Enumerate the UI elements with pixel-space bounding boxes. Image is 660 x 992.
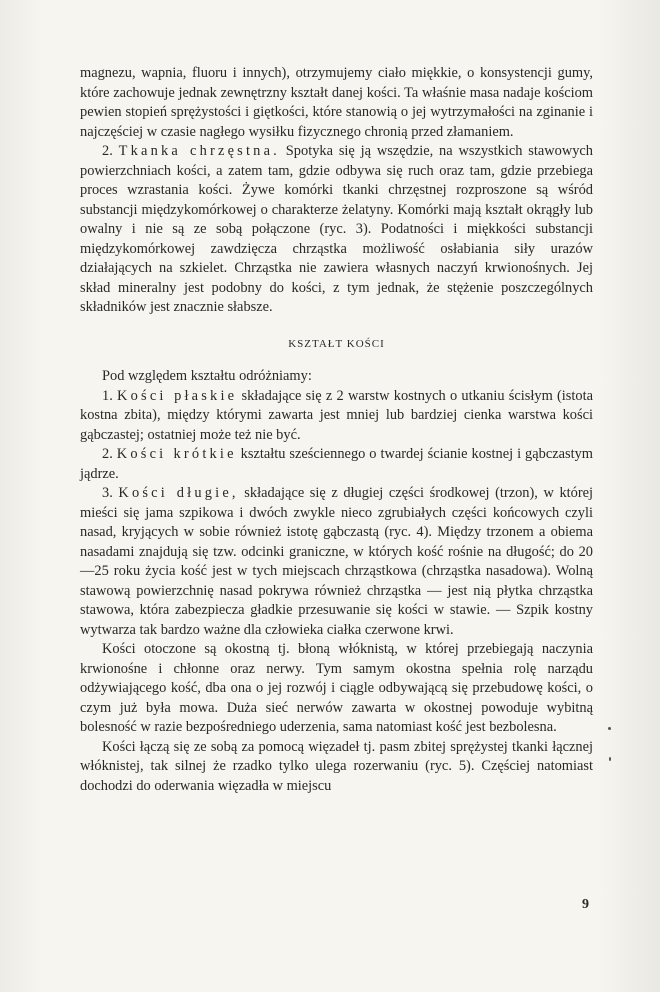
flat-bones-text: składające się z 2 warstw kostnych o utkaniu ścisłym (istota kostna zbita), między którymi zawarta jest mniej lub bardziej cienka warstwa kości gąbczastej; ostatniej może też nie być. bbox=[80, 387, 593, 443]
paragraph-periosteum: Kości otoczone są okostną tj. błoną włóknistą, w której przebiegają naczynia krwionośne i chłonne oraz nerwy. Tym samym okostna spełnia rolę narządu odżywiającego kość, dba ona o jej rozwój i ciągle odbywającą się przebudowę kości, o czym już była mowa. Duża sieć nerwów zawarta w okostnej powoduje wybitną bolesność w razie bezpośredniego uderzenia, sama natomiast kość jest bezbolesna. bbox=[80, 641, 593, 735]
cartilage-text: Spotyka się ją wszędzie, na wszystkich stawowych powierzchniach kości, a zatem tam, gdzie odbywa się ruch oraz tam, gdzie przebiega proces wzrastania kości. Żywe komórki tkanki chrzęstnej rozproszone są wśród substancji międzykomórkowej o charakterze żelatyny. Komórki mają kształt okrągły lub owalny i nie są ze sobą połączone (ryc. 3). Podatności i miękkości substancji międzykomórkowej zawdzięcza chrząstka możliwość osłabiania siły urazów działających na szkielet. Chrząstka nie zawiera własnych naczyń krwionośnych. Jej skład mineralny jest podobny do kości, z tym jednak, że stężenie poszczególnych składników jest znacznie słabsze. bbox=[80, 143, 593, 315]
paragraph-intro: Pod względem kształtu odróżniamy: bbox=[102, 368, 312, 384]
ink-speck bbox=[609, 757, 611, 761]
item-number: 2. bbox=[102, 446, 113, 462]
term-cartilage: Tkanka chrzęstna. bbox=[118, 143, 280, 159]
short-bones-text: kształtu sześciennego o twardej ścianie kostnej i gąbczastym jądrze. bbox=[80, 446, 593, 482]
item-number: 1. bbox=[102, 387, 113, 404]
paragraph-short-bones bbox=[80, 445, 593, 484]
paragraph-long-bones bbox=[80, 484, 593, 640]
term-flat-bones: Kości płaskie bbox=[117, 387, 238, 404]
paragraph-flat-bones bbox=[80, 387, 593, 446]
paragraph-cartilage bbox=[80, 142, 593, 318]
body-text bbox=[80, 64, 593, 796]
paragraph-ligaments: Kości łączą się ze sobą za pomocą więzadeł tj. pasm zbitej sprężystej tkanki łącznej włóknistej, tak silnej że rzadko tylko ulega rozerwaniu (ryc. 5). Częściej natomiast dochodzi do oderwania więzadła w miejscu bbox=[80, 738, 593, 794]
term-short-bones: Kości krótkie bbox=[116, 446, 237, 462]
item-number: 2. bbox=[102, 143, 113, 159]
section-heading: KSZTAŁT KOŚCI bbox=[288, 337, 385, 350]
ink-speck bbox=[608, 727, 611, 730]
page-number: 9 bbox=[582, 897, 589, 912]
term-long-bones: Kości długie, bbox=[118, 485, 239, 501]
item-number: 3. bbox=[102, 485, 113, 501]
long-bones-text: składające się z długiej części środkowej (trzon), w której mieści się jama szpikowa i dwóch zwykle nieco zgrubiałych części końcowych czyli nasad, kryjących w sobie również istotę gąbczastą (ryc. 4). Między trzonem a obiema nasadami znajdują się tzw. odcinki graniczne, w których kość rośnie na długość; do 20—25 roku życia kość jest w tych miejscach chrząstkowa (chrząstka nasadowa). Wolną stawową powierzchnię nasad pokrywa również chrząstka — jest nią płytka chrząstka stawowa, która zabezpiecza gładkie przesuwanie się kości w stawie. — Szpik kostny wytwarza tak bardzo ważne dla człowieka ciałka czerwone krwi. bbox=[80, 485, 594, 638]
paragraph-continuation: magnezu, wapnia, fluoru i innych), otrzymujemy ciało miękkie, o konsystencji gumy, które zachowuje jednak zewnętrzny kształt danej kości. Ta właśnie masa nadaje kościom pewien stopień sprężystości i giętkości, które stanowią o jej wytrzymałości na zginanie i najczęściej w czasie nagłego wysiłku fizycznego chronią przed złamaniem. bbox=[80, 65, 593, 140]
